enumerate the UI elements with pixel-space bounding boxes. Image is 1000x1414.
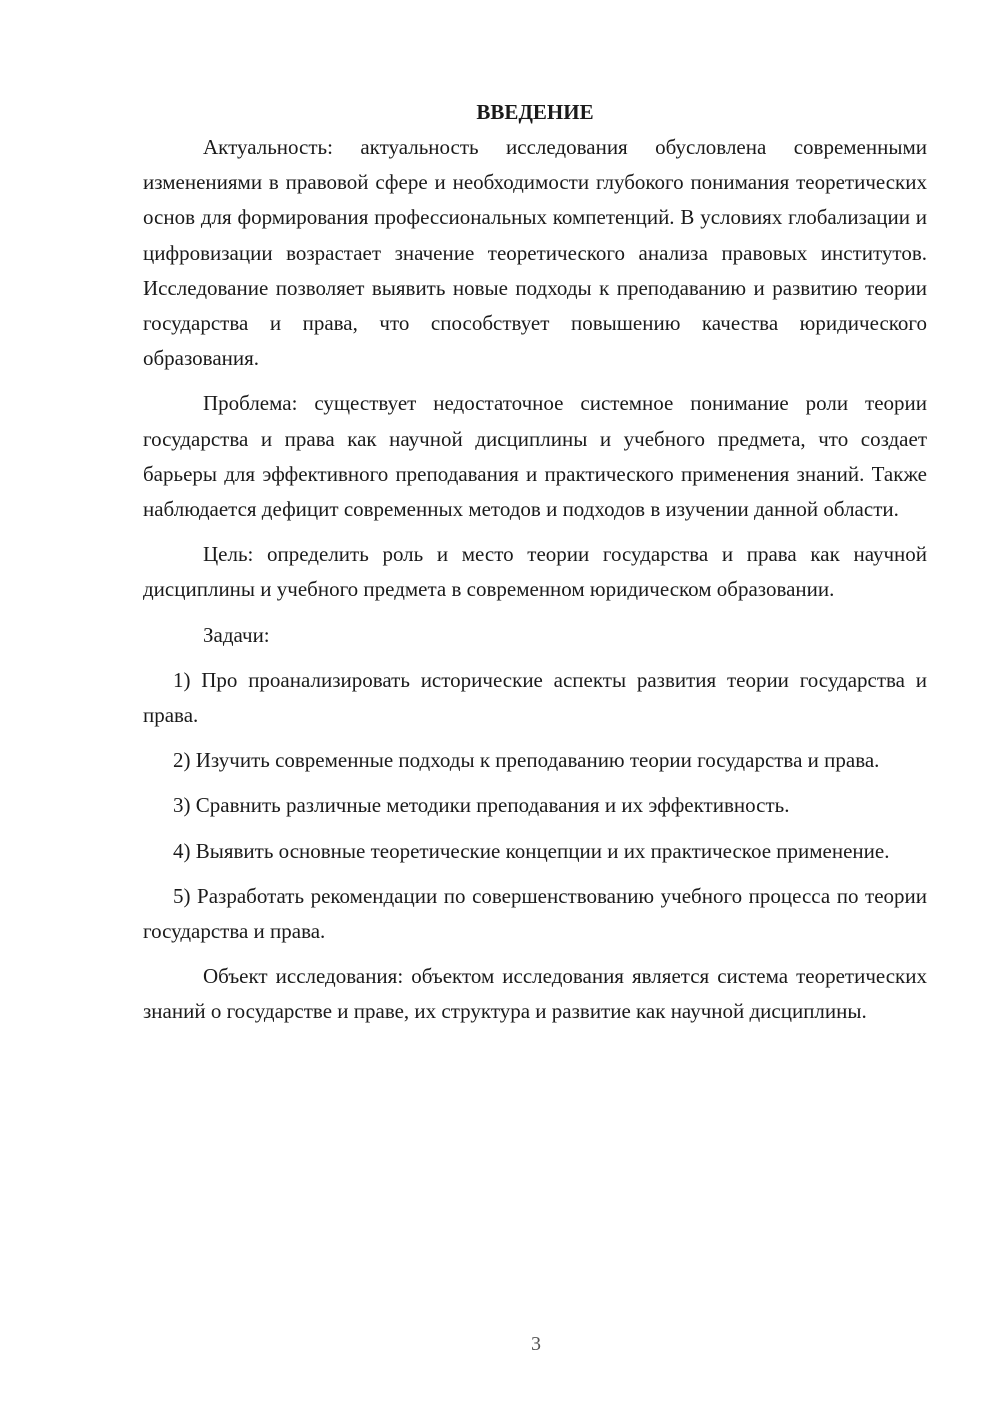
page-content	[143, 95, 927, 1030]
task-item: 5) Разработать рекомендации по совершенствованию учебного процесса по теории государства и права.	[143, 883, 927, 944]
problem-paragraph: Проблема: существует недостаточное системное понимание роли теории государства и права как научной дисциплины и учебного предмета, что создает барьеры для эффективного преподавания и практического применения знаний. Также наблюдается дефицит современных методов и подходов в изучении данной области.	[143, 391, 927, 522]
page-number: 3	[531, 1333, 541, 1355]
section-heading: ВВЕДЕНИЕ	[476, 100, 594, 124]
goal-paragraph: Цель: определить роль и место теории государства и права как научной дисциплины и учебного предмета в современном юридическом образовании.	[143, 542, 927, 602]
relevance-paragraph: Актуальность: актуальность исследования обусловлена современными изменениями в правовой сфере и необходимости глубокого понимания теоретических основ для формирования профессиональных компетенций. В условиях глобализации и цифровизации возрастает значение теоретического анализа правовых институтов. Исследование позволяет выявить новые подходы к преподаванию и развитию теории государства и права, что способствует повышению качества юридического образования.	[143, 135, 927, 371]
tasks-label: Задачи:	[203, 622, 270, 647]
task-item: 1) Про проанализировать исторические аспекты развития теории государства и права.	[143, 667, 927, 728]
task-item: 3) Сравнить различные методики преподавания и их эффективность.	[173, 793, 790, 818]
task-item: 4) Выявить основные теоретические концепции и их практическое применение.	[173, 838, 890, 863]
task-item: 2) Изучить современные подходы к преподаванию теории государства и права.	[173, 748, 880, 773]
object-paragraph: Объект исследования: объектом исследования является система теоретических знаний о государстве и праве, их структура и развитие как научной дисциплины.	[143, 964, 927, 1024]
